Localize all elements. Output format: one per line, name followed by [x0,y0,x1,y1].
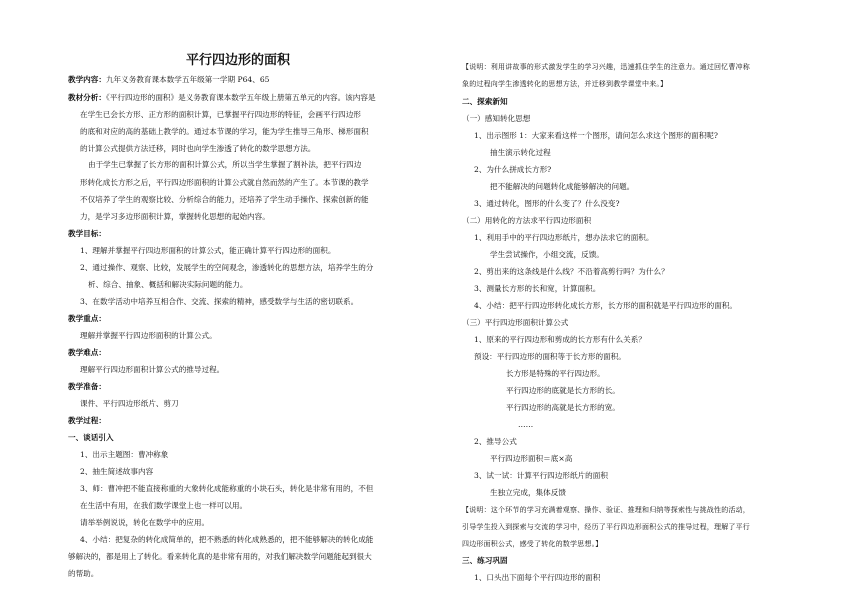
analysis-line-2: 在学生已会长方形、正方形的面积计算，已掌握平行四边形的特征，会画平行四边形 [80,110,361,119]
intro-step-4-line-3: 的帮助。 [68,569,99,578]
method-step-2: 2、剪出来的这条线是什么线？不沿着高剪行吗？为什么？ [474,267,669,276]
intro-step-2: 2、抽生简述故事内容 [80,467,154,476]
intro-step-4-line-2: 够解决的，都是用上了转化。看来转化真的是非常有用的，对我们解决数学问题能起到很大 [68,552,372,561]
method-step-1: 1、利用手中的平行四边形纸片，想办法求它的面积。 [474,233,654,242]
goal-1: 1、理解并掌握平行四边形面积的计算公式，能正确计算平行四边形的面积。 [80,246,336,255]
preparation-text: 课件、平行四边形纸片、剪刀 [80,399,179,408]
analysis-line-7: 不仅培养了学生的观察比较、分析综合的能力，还培养了学生动手操作、探索创新的能 [80,195,369,204]
intro-step-4-line-1: 4、小结：把复杂的转化成简单的，把不熟悉的转化成熟悉的，把不能够解决的转化成能 [80,535,374,544]
section-intro-heading: 一、谈话引入 [68,433,114,442]
label-teaching-goals: 教学目标： [68,229,106,238]
formula-preset-3: 平行四边形的底就是长方形的长。 [506,386,620,395]
method-step-1-detail: 学生尝试操作，小组交流，反馈。 [490,250,604,259]
formula-step-3: 3、试一试：计算平行四边形纸片的面积 [474,471,608,480]
note-2-line-3: 四边形面积公式，感受了转化的数学思想。】 [462,540,603,548]
goal-2-line-2: 析、综合、抽象、概括和解决实际问题的能力。 [88,280,248,289]
subsection-3-heading: （三）平行四边形面积计算公式 [462,318,569,327]
formula-ellipsis: …… [518,420,534,429]
label-teaching-content: 教学内容： [68,75,106,84]
formula-preset-4: 平行四边形的高就是长方形的宽。 [506,403,620,412]
document-title: 平行四边形的面积 [186,53,291,68]
analysis-line-8: 力，是学习多边形面积计算，掌握转化思想的起始内容。 [80,212,270,221]
note-1-line-2: 象的过程向学生渗透转化的思想方法，并迁移到教学课堂中来。】 [462,80,668,88]
material-analysis [68,93,376,103]
practice-step-1: 1、口头出下面每个平行四边形的面积 [474,573,601,582]
note-2-line-1: 【说明：这个环节的学习充满着观察、操作、验证、推理和归纳等探索性与挑战性的活动， [462,506,750,514]
goal-2-line-1: 2、通过操作、观察、比较，发展学生的空间观念，渗透转化的思想方法，培养学生的分 [80,263,374,272]
section-explore-heading: 二、探索新知 [462,97,508,106]
intro-step-3-line-1: 3、师：曹冲把不能直接称重的大象转化成能称重的小块石头，转化是非常有用的，不但 [80,484,374,493]
explore-step-2-detail: 把不能解决的问题转化成能够解决的问题。 [490,182,635,191]
formula-step-2: 2、推导公式 [474,437,517,446]
intro-step-3-line-3: 请举举例说说，转化在数学中的应用。 [80,518,210,527]
formula-text: 平行四边形面积＝底×高 [490,454,573,463]
section-practice-heading: 三、练习巩固 [462,556,508,565]
label-difficulty: 教学难点： [68,348,106,357]
intro-step-1: 1、出示主题图：曹冲称象 [80,450,169,459]
label-teaching-process: 教学过程： [68,416,106,425]
explore-step-1-detail: 抽生演示转化过程 [490,148,551,157]
explore-step-3: 3、通过转化，图形的什么变了？什么没变? [474,199,620,208]
explore-step-2: 2、为什么拼成长方形? [474,165,552,174]
method-step-4: 4、小结：把平行四边形转化成长方形，长方形的面积就是平行四边形的面积。 [474,301,738,310]
label-preparation: 教学准备： [68,382,106,391]
analysis-line-1: 《平行四边形的面积》是义务教育课本数学五年级上册第五单元的内容。该内容是 [105,93,376,102]
analysis-line-6: 形转化成长方形之后，平行四边形面积的计算公式就自然而然的产生了。本节课的教学 [80,178,369,187]
formula-preset-2: 长方形是特殊的平行四边形。 [506,369,605,378]
method-step-3: 3、测量长方形的长和宽，计算面积。 [474,284,601,293]
teaching-content [68,75,270,85]
formula-step-3-detail: 生独立完成，集体反馈 [490,488,566,497]
teaching-content-text: 九年义务教育课本数学五年级第一学期 P64、65 [105,75,270,84]
formula-preset: 预设：平行四边形的面积等于长方形的面积。 [474,352,626,361]
note-1-line-1: 【说明：利用讲故事的形式激发学生的学习兴趣，迅速抓住学生的注意力。通过回忆曹冲称 [462,63,750,71]
label-material-analysis: 教材分析： [68,93,106,102]
analysis-line-3: 的底和对应的高的基础上教学的。通过本节课的学习，能为学生推导三角形、梯形面积 [80,127,369,136]
analysis-line-5: 由于学生已掌握了长方形的面积计算公式，所以当学生掌握了割补法，把平行四边 [88,160,362,169]
subsection-1-heading: （一）感知转化思想 [462,114,531,123]
note-2-line-2: 引导学生投入到探索与交流的学习中，经历了平行四边形面积公式的推导过程，理解了平行 [462,523,750,531]
difficulty-text: 理解平行四边形面积计算公式的推导过程。 [80,365,225,374]
subsection-2-heading: （二）用转化的方法求平行四边形面积 [462,216,592,225]
analysis-line-4: 的计算公式提供方法迁移，同时也向学生渗透了转化的数学思想方法。 [80,144,316,153]
intro-step-3-line-2: 在生活中有用，在我们数学课堂上也一样可以用。 [80,501,248,510]
key-point-text: 理解并掌握平行四边形面积的计算公式。 [80,331,217,340]
formula-step-1: 1、原来的平行四边形和剪成的长方形有什么关系？ [474,335,646,344]
goal-3: 3、在数学活动中培养互相合作、交流、探索的精神，感受数学与生活的密切联系。 [80,297,359,306]
explore-step-1: 1、出示图形 1：大家来看这样一个图形，请问怎么求这个图形的面积呢? [474,131,718,140]
label-key-point: 教学重点： [68,314,106,323]
